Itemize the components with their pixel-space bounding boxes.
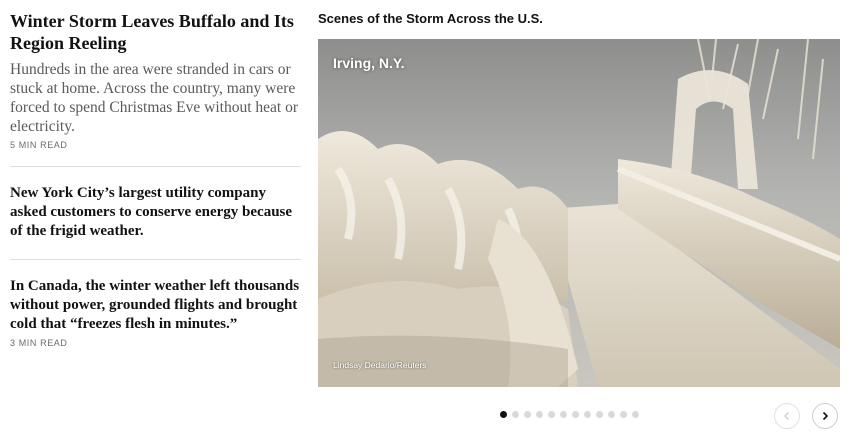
frozen-pier-image	[318, 39, 840, 387]
slideshow-title[interactable]: Scenes of the Storm Across the U.S.	[318, 11, 543, 26]
slide-dot[interactable]	[500, 411, 507, 418]
photo-credit: Lindsay Dedario/Reuters	[333, 360, 427, 370]
utility-headline[interactable]: New York City’s largest utility company asked customers to conserve energy because of the frigid weather.	[10, 185, 293, 239]
slide-dot[interactable]	[548, 411, 555, 418]
story-utility	[10, 167, 301, 260]
photo-location-label: Irving, N.Y.	[333, 55, 405, 71]
canada-headline[interactable]: In Canada, the winter weather left thousands without power, grounded flights and brought cold that “freezes flesh in minutes.”	[10, 278, 300, 332]
slide-dot[interactable]	[524, 411, 531, 418]
lead-summary: Hundreds in the area were stranded in cars or stuck at home. Across the country, many were forced to spend Christmas Eve without heat or electricity.	[10, 61, 298, 135]
chevron-left-icon	[782, 411, 792, 421]
slideshow-pagination	[500, 411, 639, 418]
story-column	[10, 10, 301, 348]
previous-slide-button[interactable]	[774, 403, 800, 429]
slide-dot[interactable]	[584, 411, 591, 418]
slide-dot[interactable]	[536, 411, 543, 418]
story-lead	[10, 10, 301, 167]
slide-dot[interactable]	[560, 411, 567, 418]
story-canada	[10, 260, 301, 348]
slide-dot[interactable]	[572, 411, 579, 418]
slide-dot[interactable]	[596, 411, 603, 418]
slideshow-photo[interactable]	[318, 39, 840, 387]
slide-dot[interactable]	[512, 411, 519, 418]
slide-dot[interactable]	[620, 411, 627, 418]
slide-dot[interactable]	[608, 411, 615, 418]
slide-dot[interactable]	[632, 411, 639, 418]
next-slide-button[interactable]	[812, 403, 838, 429]
lead-read-time: 5 MIN READ	[10, 140, 68, 150]
chevron-right-icon	[820, 411, 830, 421]
canada-read-time: 3 MIN READ	[10, 338, 68, 348]
lead-headline[interactable]: Winter Storm Leaves Buffalo and Its Region Reeling	[10, 11, 294, 53]
